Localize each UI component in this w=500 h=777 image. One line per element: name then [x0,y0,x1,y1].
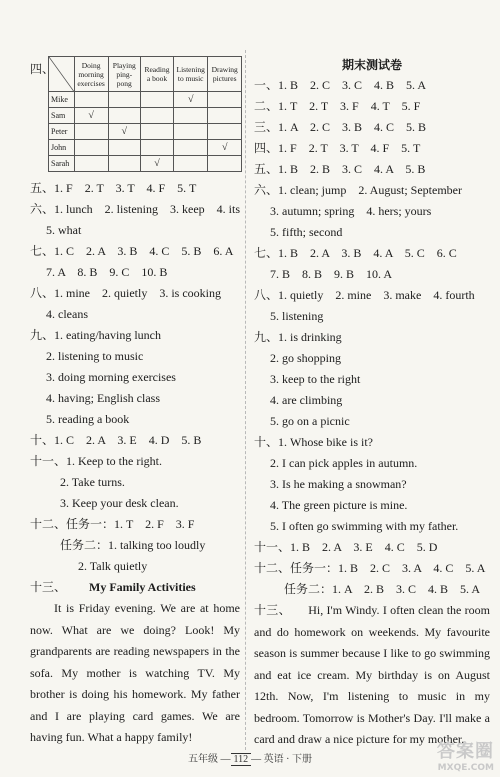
section-label: 八、 [254,288,279,302]
table-cell [208,156,242,172]
section-label: 九、 [254,330,279,344]
answer-line [254,159,490,180]
answer-text: 5. go on a picnic [270,414,350,428]
answer-line [30,493,242,514]
answer-line [30,556,242,577]
answer-text: 1. A 2. C 3. B 4. C 5. B [278,120,427,134]
answer-line [30,178,242,199]
answer-text: 7. B 8. B 9. B 10. A [270,267,393,281]
check-mark: √ [88,110,94,121]
answer-text: 5. fifth; second [270,225,343,239]
answer-line [254,537,490,558]
table-cell [174,108,208,124]
table-cell [174,156,208,172]
section-label: 十二、 [30,517,67,531]
section-label: 七、 [30,244,55,258]
answer-line [30,262,242,283]
table-cell [140,92,173,108]
answer-text: 任务一：1. T 2. F 3. F [66,517,195,531]
answer-text: 3. doing morning exercises [46,370,176,384]
row-name-cell: Sam [49,108,75,124]
answer-line [254,348,490,369]
answer-text: 任务二：1. talking too loudly [60,538,206,552]
answer-line [254,432,490,453]
section-label: 十二、 [254,561,291,575]
answer-line [30,304,242,325]
answer-line [254,474,490,495]
answer-text: 3. Keep your desk clean. [60,496,179,510]
check-mark: √ [187,94,194,105]
left-answer-lines [30,178,242,577]
diagonal-header-cell [49,57,75,92]
table-column-header: Listening to music [174,57,208,92]
table-cell [108,92,140,108]
answer-text: 4. The green picture is mine. [270,498,408,512]
answer-text: 7. A 8. B 9. C 10. B [46,265,168,279]
answer-text: 1. eating/having lunch [54,328,161,342]
check-mark: √ [154,158,160,169]
answer-line [30,472,242,493]
answer-text: 4. are climbing [270,393,343,407]
answer-text: 1. lunch 2. listening 3. keep 4. its [54,202,240,216]
table-row [49,108,242,124]
page-footer: 五年级 — 112 — 英语 · 下册 [188,754,312,765]
answer-line [254,264,490,285]
answer-line [30,241,242,262]
answer-line [30,409,242,430]
table-cell [174,92,208,108]
section-label: 十三、 [30,580,67,594]
essay-heading [30,577,242,598]
answer-text: 1. quietly 2. mine 3. make 4. fourth [278,288,475,302]
section-label: 十三、 [254,603,291,617]
page-number: 112 [231,753,252,766]
right-column [254,56,490,751]
answer-text: 1. F 2. T 3. T 4. F 5. T [54,181,197,195]
answer-text: 1. clean; jump 2. August; September [278,183,462,197]
section-label: 二、 [254,99,279,113]
table-cell [208,92,242,108]
answer-line [30,514,242,535]
answer-text: 2. I can pick apples in autumn. [270,456,418,470]
answer-line [254,75,490,96]
section-label: 十、 [30,433,55,447]
section-label: 十一、 [254,540,291,554]
answer-line [254,306,490,327]
answer-text: 2. listening to music [46,349,144,363]
table-cell [74,124,108,140]
row-name-cell: Sarah [49,156,75,172]
answer-line [254,369,490,390]
section-label: 四、 [30,62,55,76]
section-label: 六、 [254,183,279,197]
answer-line [30,220,242,241]
answer-line [30,346,242,367]
check-mark: √ [121,126,128,137]
answer-line [30,451,242,472]
answer-line [254,390,490,411]
check-mark: √ [221,142,228,153]
essay-title: My Family Activities [89,580,196,594]
essay-text: Hi, I'm Windy. I often clean the room and do homework on weekends. My favourite season is summer because I like to go swimming and eat ice cream. My birthday is on August 12th. Now, I'm listening to music in my bedroom. Tomorrow is Mother's Day. I'll make a card and draw a nice picture for my mother. [254,603,490,746]
table-row [49,140,242,156]
table-cell [140,140,173,156]
section-label: 九、 [30,328,55,342]
section-label: 八、 [30,286,55,300]
table-cell [108,108,140,124]
table-cell [174,140,208,156]
activity-table-block [30,56,242,172]
table-cell [208,124,242,140]
section-label: 四、 [254,141,279,155]
row-name-cell: Peter [49,124,75,140]
table-column-header: Playing ping-pong [108,57,140,92]
row-name-cell: John [49,140,75,156]
answer-text: 1. B 2. C 3. C 4. B 5. A [278,78,427,92]
table-row [49,124,242,140]
answer-text: 1. C 2. A 3. E 4. D 5. B [54,433,202,447]
right-answer-lines [254,75,490,600]
table-cell [74,92,108,108]
answer-line [254,516,490,537]
answer-line [30,283,242,304]
answer-line [30,388,242,409]
section-label: 一、 [254,78,279,92]
answer-line [30,430,242,451]
section-label: 十一、 [30,454,67,468]
table-cell [74,140,108,156]
answer-text: 2. Talk quietly [78,559,148,573]
answer-text: 1. T 2. T 3. F 4. T 5. F [278,99,421,113]
answer-line [254,453,490,474]
answer-line [254,327,490,348]
watermark-logo: 答案圈 MXQE.COM [437,741,494,773]
answer-text: 2. Take turns. [60,475,125,489]
answer-line [254,579,490,600]
answer-text: 1. C 2. A 3. B 4. C 5. B 6. A [54,244,234,258]
table-cell [140,124,173,140]
answer-text: 3. Is he making a snowman? [270,477,407,491]
table-cell [74,156,108,172]
table-cell [108,124,140,140]
row-name-cell: Mike [49,92,75,108]
answer-text: 任务一：1. B 2. C 3. A 4. C 5. A [290,561,486,575]
answer-line [254,558,490,579]
table-column-header: Reading a book [140,57,173,92]
answer-text: 1. F 2. T 3. T 4. F 5. T [278,141,421,155]
answer-line [254,138,490,159]
section-label: 五、 [254,162,279,176]
column-divider [245,50,246,750]
answer-line [254,222,490,243]
section-label: 七、 [254,246,279,260]
answer-line [254,495,490,516]
answer-line [30,325,242,346]
answer-line [254,285,490,306]
footer-subject: 英语 · 下册 [263,754,312,765]
answer-line [254,243,490,264]
essay-block [254,600,490,751]
answer-text: 1. is drinking [278,330,342,344]
table-cell [108,156,140,172]
table-header-row [49,57,242,92]
left-column [30,56,242,749]
table-cell [108,140,140,156]
essay-text: It is Friday evening. We are at home now. What are we doing? Look! My grandparents are reading newspapers in the sofa. My mother is watching TV. My brother is doing his homework. My father and I are playing card games. We are having fun. What a happy family! [30,601,240,744]
answer-text: 2. go shopping [270,351,342,365]
answer-line [254,96,490,117]
exam-title: 期末测试卷 [341,58,402,72]
activity-table [48,56,242,172]
answer-text: 1. B 2. A 3. E 4. C 5. D [290,540,438,554]
footer-grade: 五年级 [188,754,218,765]
table-row [49,156,242,172]
table-column-header: Drawing pictures [208,57,242,92]
table-cell [174,124,208,140]
answer-line [30,367,242,388]
section-label: 三、 [254,120,279,134]
answer-line [254,117,490,138]
section-label: 五、 [30,181,55,195]
table-row [49,92,242,108]
section-label: 十、 [254,435,279,449]
answer-text: 5. listening [270,309,324,323]
table-body [49,92,242,172]
answer-text: 5. what [46,223,82,237]
answer-line [254,411,490,432]
answer-text: 1. mine 2. quietly 3. is cooking [54,286,222,300]
section-label: 六、 [30,202,55,216]
table-cell [140,108,173,124]
table-column-header: Doing morning exercises [74,57,108,92]
answer-text: 4. cleans [46,307,88,321]
answer-text: 3. autumn; spring 4. hers; yours [270,204,432,218]
answer-line [254,180,490,201]
table-cell [74,108,108,124]
answer-text: 任务二：1. A 2. B 3. C 4. B 5. A [284,582,481,596]
table-cell [208,140,242,156]
answer-text: 3. keep to the right [270,372,361,386]
answer-text: 5. I often go swimming with my father. [270,519,459,533]
table-cell [140,156,173,172]
answer-text: 5. reading a book [46,412,130,426]
answer-text: 1. Keep to the right. [66,454,162,468]
answer-line [254,201,490,222]
table-cell [208,108,242,124]
answer-text: 1. Whose bike is it? [278,435,373,449]
answer-line [30,199,242,220]
answer-text: 4. having; English class [46,391,160,405]
answer-text: 1. B 2. B 3. C 4. A 5. B [278,162,426,176]
answer-line [30,535,242,556]
answer-text: 1. B 2. A 3. B 4. A 5. C 6. C [278,246,457,260]
